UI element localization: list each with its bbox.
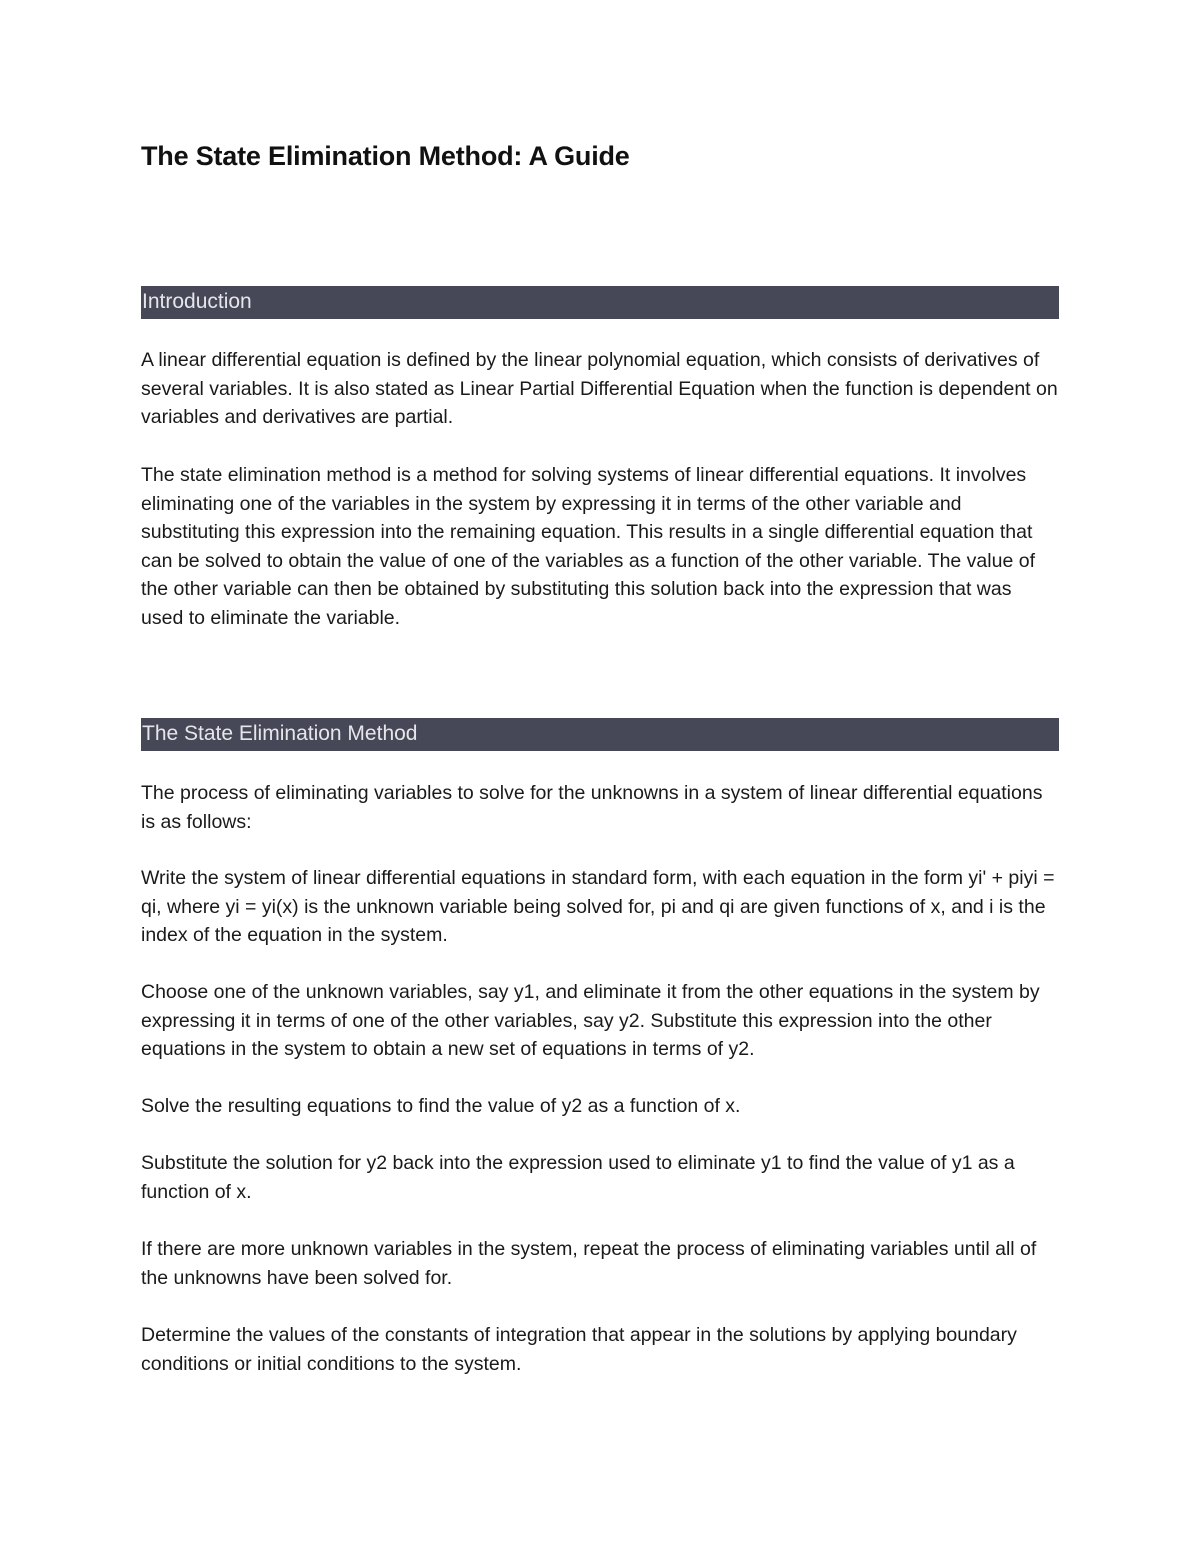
method-paragraph-7: Determine the values of the constants of integration that appear in the solutions by applying boundary conditions or initial conditions to the system. bbox=[141, 1324, 1017, 1375]
section-heading-state-elimination-method: The State Elimination Method bbox=[141, 718, 1059, 751]
method-paragraph-5: Substitute the solution for y2 back into the expression used to eliminate y1 to find the value of y1 as a function of x. bbox=[141, 1152, 1015, 1203]
document-title: The State Elimination Method: A Guide bbox=[141, 141, 630, 171]
method-paragraph-1: The process of eliminating variables to solve for the unknowns in a system of linear differential equations is as follows: bbox=[141, 782, 1043, 833]
intro-paragraph-1: A linear differential equation is defined by the linear polynomial equation, which consists of derivatives of several variables. It is also stated as Linear Partial Differential Equation when the function is dependent on variables and derivatives are partial. bbox=[141, 349, 1058, 429]
method-paragraph-4: Solve the resulting equations to find the value of y2 as a function of x. bbox=[141, 1095, 741, 1117]
section-heading-introduction: Introduction bbox=[141, 286, 1059, 319]
method-paragraph-2: Write the system of linear differential equations in standard form, with each equation in the form yi' + piyi = qi, where yi = yi(x) is the unknown variable being solved for, pi and qi are given functions of x, and i is the index of the equation in the system. bbox=[141, 867, 1055, 947]
intro-paragraph-2: The state elimination method is a method for solving systems of linear differential equations. It involves eliminating one of the variables in the system by expressing it in terms of the other variable and substituting this expression into the remaining equation. This results in a single differential equation that can be solved to obtain the value of one of the variables as a function of the other variable. The value of the other variable can then be obtained by substituting this solution back into the expression that was used to eliminate the variable. bbox=[141, 464, 1035, 629]
method-paragraph-3: Choose one of the unknown variables, say y1, and eliminate it from the other equations in the system by expressing it in terms of one of the other variables, say y2. Substitute this expression into the other equations in the system to obtain a new set of equations in terms of y2. bbox=[141, 981, 1040, 1061]
method-paragraph-6: If there are more unknown variables in the system, repeat the process of eliminating variables until all of the unknowns have been solved for. bbox=[141, 1238, 1037, 1289]
